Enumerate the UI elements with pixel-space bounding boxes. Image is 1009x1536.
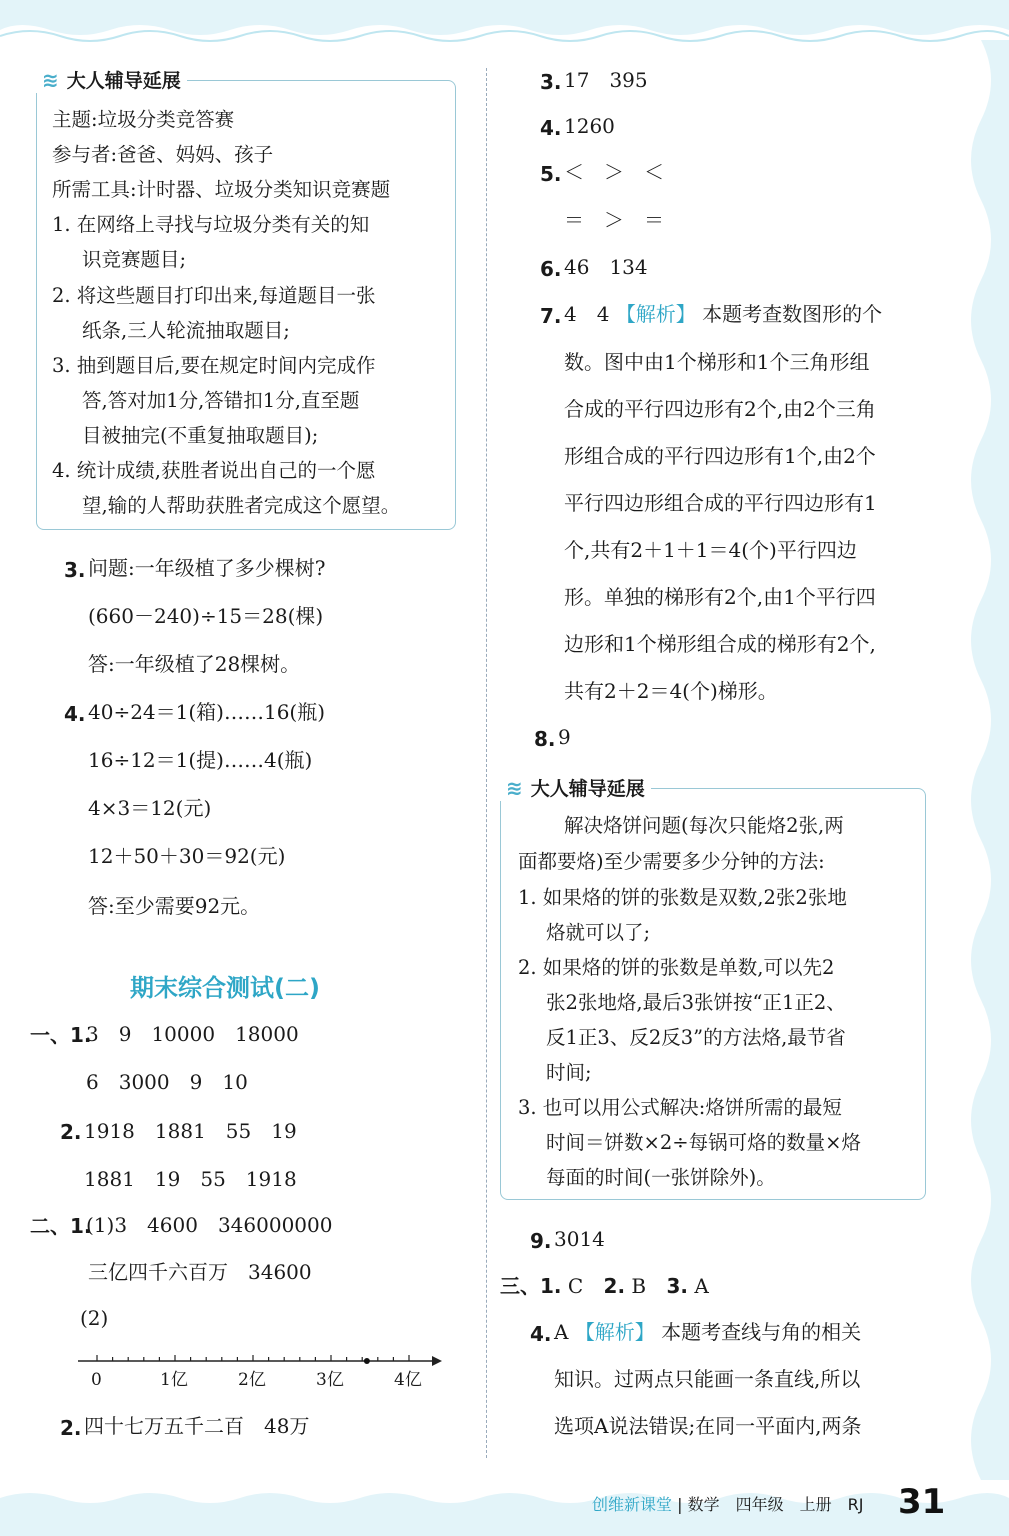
item-number: 7. [540, 304, 562, 328]
analysis-line: 选项A说法错误;在同一平面内,两条 [554, 1414, 862, 1438]
item-number: 8. [534, 727, 556, 751]
answer-line: 3014 [554, 1227, 605, 1251]
box-line: 目被抽完(不重复抽取题目); [82, 424, 319, 447]
footer-info [592, 1492, 863, 1515]
analysis-line: 形组合成的平行四边形有1个,由2个 [564, 444, 876, 468]
box-line: 主题:垃圾分类竞答赛 [52, 108, 235, 131]
tick-label: 4亿 [394, 1370, 422, 1390]
answer: B [631, 1274, 647, 1298]
box-line: 望,输的人帮助获胜者完成这个愿望。 [82, 494, 401, 517]
answer-line: 四十七万五千二百 48万 [84, 1414, 310, 1438]
answer: A [694, 1274, 709, 1298]
tick-label: 1亿 [160, 1370, 188, 1390]
item-number: 2. [60, 1416, 82, 1440]
analysis-line: 边形和1个梯形组合成的梯形有2个, [564, 632, 876, 656]
q3-line: 答:一年级植了28棵树。 [88, 652, 301, 676]
column-divider [486, 68, 487, 1458]
box-line: 张2张地烙,最后3张饼按“正1正2、 [546, 991, 846, 1014]
box-line: 时间; [546, 1061, 592, 1084]
q3-line: 问题:一年级植了多少棵树? [88, 556, 326, 580]
box-line: 识竞赛题目; [82, 248, 187, 271]
item-number: 3. [666, 1274, 688, 1298]
answer-line: 6 3000 9 10 [86, 1070, 248, 1094]
box-line: 烙就可以了; [546, 921, 651, 944]
q4-line: 4×3＝12(元) [88, 796, 212, 820]
answer-line: 1881 19 55 1918 [84, 1167, 297, 1191]
right-box-title: ≋ 大人辅导延展 [500, 774, 651, 801]
s4-answer: A [554, 1320, 569, 1344]
box-line: 答,答对加1分,答错扣1分,直至题 [82, 389, 360, 412]
analysis-tag: 【解析】 [615, 302, 696, 326]
waves-icon: ≋ [506, 776, 523, 800]
box-line: 时间＝饼数×2÷每锅可烙的数量×烙 [546, 1131, 861, 1154]
box-line: 解决烙饼问题(每次只能烙2张,两 [564, 814, 844, 837]
item-number: 9. [530, 1229, 552, 1253]
box-line: 2. 将这些题目打印出来,每道题目一张 [52, 284, 376, 307]
q4-number: 4. [64, 702, 86, 726]
box-line: 所需工具:计时器、垃圾分类知识竞赛题 [52, 178, 391, 201]
box-line: 面都要烙)至少需要多少分钟的方法: [518, 850, 825, 873]
box-line: 参与者:爸爸、妈妈、孩子 [52, 143, 274, 166]
box-line: 1. 在网络上寻找与垃圾分类有关的知 [52, 213, 370, 236]
analysis-line: 平行四边形组合成的平行四边形有1 [564, 491, 877, 515]
analysis-line: 共有2＋2＝4(个)梯形。 [564, 679, 778, 703]
answer: C [567, 1274, 584, 1298]
section-title: 期末综合测试(二) [130, 974, 320, 1002]
tick-label: 2亿 [238, 1370, 266, 1390]
q4-line: 答:至少需要92元。 [88, 894, 261, 918]
part-three-label: 三、1. [500, 1274, 562, 1298]
box-line: 反1正3、反2反3”的方法烙,最节省 [546, 1026, 846, 1049]
item-number: 2. [603, 1274, 626, 1298]
answer-line: 3 9 10000 18000 [86, 1022, 299, 1046]
answer-line: 1260 [564, 114, 615, 138]
analysis-line: 形。单独的梯形有2个,由1个平行四 [564, 585, 876, 609]
q3-number: 3. [64, 558, 86, 582]
answer-line: 三亿四千六百万 34600 [88, 1260, 312, 1284]
left-box-title: ≋ 大人辅导延展 [36, 66, 187, 93]
item-number: 2. [60, 1120, 82, 1144]
answer-line: 46 134 [564, 255, 648, 279]
q3-line: (660－240)÷15＝28(棵) [88, 604, 324, 628]
answer-line [564, 304, 882, 324]
analysis-line: 个,共有2＋1＋1＝4(个)平行四边 [564, 538, 857, 562]
analysis-line: 数。图中由1个梯形和1个三角形组 [564, 350, 870, 374]
part-two-label: 二、1. [30, 1214, 92, 1238]
waves-icon: ≋ [42, 68, 59, 92]
item-number: 5. [540, 162, 562, 186]
right-wave-strip [961, 40, 1009, 1480]
number-line-point [364, 1358, 370, 1364]
s4-text: 本题考查线与角的相关 [661, 1320, 862, 1344]
answer-line: 9 [558, 725, 571, 749]
top-wave-border [0, 0, 1009, 48]
item-number: 4. [530, 1322, 552, 1346]
item-number: 3. [540, 70, 562, 94]
box-line: 4. 统计成绩,获胜者说出自己的一个愿 [52, 459, 376, 482]
part-three-line [500, 1276, 709, 1296]
answer-line: 1918 1881 55 19 [84, 1119, 297, 1143]
answer-line [554, 1322, 861, 1342]
analysis-line: 知识。过两点只能画一条直线,所以 [554, 1367, 861, 1391]
analysis-line: 合成的平行四边形有2个,由2个三角 [564, 397, 876, 421]
answer-line: ＜ ＞ ＜ [564, 160, 664, 184]
item-number: 4. [540, 116, 562, 140]
q4-line: 40÷24＝1(箱)……16(瓶) [88, 700, 326, 724]
footer-subject: | 数学 四年级 上册 RJ [677, 1495, 864, 1514]
analysis-tag: 【解析】 [574, 1320, 655, 1344]
part-one-label: 一、1. [30, 1023, 92, 1047]
answer-line: ＝ ＞ ＝ [564, 208, 664, 232]
box-line: 纸条,三人轮流抽取题目; [82, 319, 290, 342]
box-line: 3. 也可以用公式解决:烙饼所需的最短 [518, 1096, 842, 1119]
item-number: 6. [540, 257, 562, 281]
r7-text: 本题考查数图形的个 [702, 302, 883, 326]
footer-brand: 创维新课堂 [592, 1495, 673, 1514]
tick-label: 3亿 [316, 1370, 344, 1390]
page-number: 31 [898, 1482, 946, 1522]
r7-answer: 4 4 [564, 302, 610, 326]
q4-line: 16÷12＝1(提)……4(瓶) [88, 748, 313, 772]
box-line: 每面的时间(一张饼除外)。 [546, 1166, 776, 1189]
box-line: 2. 如果烙的饼的张数是单数,可以先2 [518, 956, 835, 979]
box-line: 3. 抽到题目后,要在规定时间内完成作 [52, 354, 376, 377]
answer-line: (2) [80, 1306, 109, 1330]
answer-line: 17 395 [564, 68, 648, 92]
tick-label: 0 [91, 1370, 102, 1390]
q4-line: 12＋50＋30＝92(元) [88, 844, 286, 868]
answer-line: (1)3 4600 346000000 [86, 1213, 333, 1237]
box-line: 1. 如果烙的饼的张数是双数,2张2张地 [518, 886, 847, 909]
